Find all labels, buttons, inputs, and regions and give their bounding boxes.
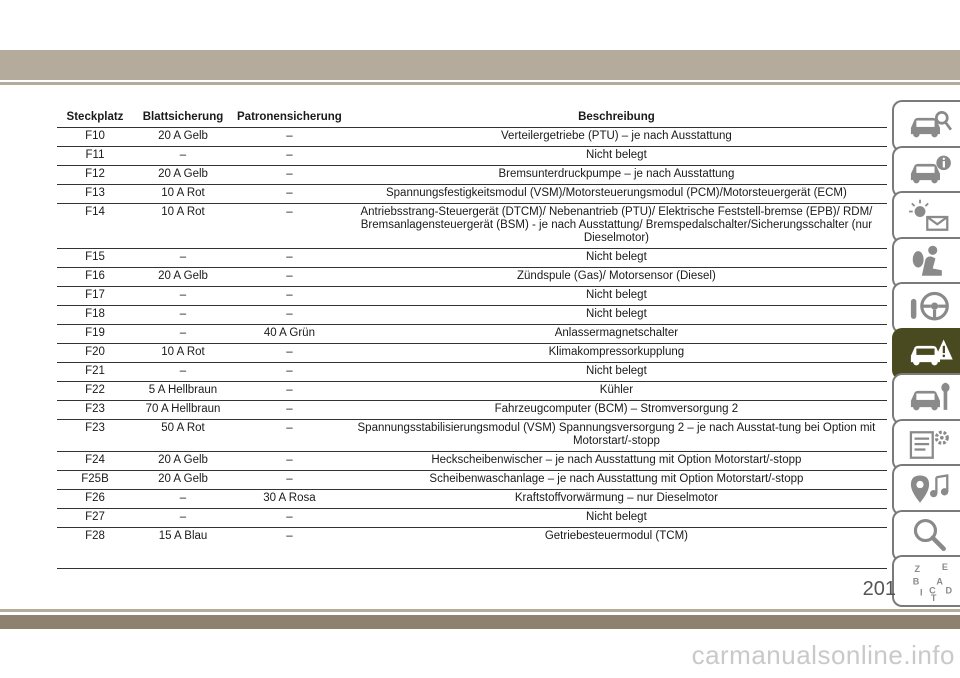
cell-blade-fuse: – xyxy=(133,249,233,268)
cell-slot: F23 xyxy=(57,401,133,420)
cell-description: Getriebesteuermodul (TCM) xyxy=(346,528,887,569)
cell-slot: F24 xyxy=(57,452,133,471)
cell-slot: F16 xyxy=(57,268,133,287)
table-row xyxy=(57,382,887,401)
footer-band xyxy=(0,615,960,629)
cell-blade-fuse: 20 A Gelb xyxy=(133,268,233,287)
cell-slot: F15 xyxy=(57,249,133,268)
cell-blade-fuse: – xyxy=(133,287,233,306)
cell-cartridge-fuse: – xyxy=(233,128,346,147)
cell-slot: F20 xyxy=(57,344,133,363)
airbag-seat-tab[interactable] xyxy=(892,237,960,289)
cell-blade-fuse: – xyxy=(133,325,233,344)
table-row xyxy=(57,268,887,287)
cell-blade-fuse: – xyxy=(133,509,233,528)
watermark: carmanualsonline.info xyxy=(691,640,955,670)
index-letter: B xyxy=(912,576,919,587)
cell-description: Scheibenwaschanlage – je nach Ausstattung mit Option Motorstart/-stopp xyxy=(346,471,887,490)
cell-cartridge-fuse: – xyxy=(233,509,346,528)
cell-description: Anlassermagnetschalter xyxy=(346,325,887,344)
cell-slot: F14 xyxy=(57,204,133,249)
table-header-row xyxy=(57,109,887,128)
table-row xyxy=(57,401,887,420)
cell-cartridge-fuse: – xyxy=(233,471,346,490)
cell-description: Nicht belegt xyxy=(346,306,887,325)
header-slot: Steckplatz xyxy=(57,109,133,128)
table-row xyxy=(57,185,887,204)
index-letter: Z xyxy=(914,563,920,574)
cell-blade-fuse: 15 A Blau xyxy=(133,528,233,569)
header-blade-fuse: Blattsicherung xyxy=(133,109,233,128)
cell-cartridge-fuse: – xyxy=(233,147,346,166)
dashboard-lights-icon xyxy=(904,197,956,237)
cell-description: Nicht belegt xyxy=(346,363,887,382)
cell-blade-fuse: 5 A Hellbraun xyxy=(133,382,233,401)
fuse-table-body xyxy=(57,128,887,569)
cell-slot: F12 xyxy=(57,166,133,185)
cell-slot: F21 xyxy=(57,363,133,382)
specifications-gear-icon xyxy=(904,425,956,465)
table-row xyxy=(57,287,887,306)
cell-cartridge-fuse: – xyxy=(233,268,346,287)
cell-blade-fuse: – xyxy=(133,306,233,325)
cell-slot: F25B xyxy=(57,471,133,490)
cell-blade-fuse: 70 A Hellbraun xyxy=(133,401,233,420)
cell-slot: F28 xyxy=(57,528,133,569)
cell-description: Fahrzeugcomputer (BCM) – Stromversorgung 2 xyxy=(346,401,887,420)
cell-cartridge-fuse: – xyxy=(233,344,346,363)
header-description: Beschreibung xyxy=(346,109,887,128)
alphabet-index-icon xyxy=(904,561,956,601)
magnifier-index-tab[interactable] xyxy=(892,510,960,562)
table-row xyxy=(57,147,887,166)
steering-wheel-icon xyxy=(904,288,956,328)
cell-cartridge-fuse: 30 A Rosa xyxy=(233,490,346,509)
table-row xyxy=(57,204,887,249)
cell-blade-fuse: – xyxy=(133,363,233,382)
cell-description: Spannungsstabilisierungsmodul (VSM) Spannungsversorgung 2 – je nach Ausstat-tung bei Option mit Motorstart/-stopp xyxy=(346,420,887,452)
car-info-icon xyxy=(904,152,956,192)
cell-description: Bremsunterdruckpumpe – je nach Ausstattung xyxy=(346,166,887,185)
cell-slot: F27 xyxy=(57,509,133,528)
cell-cartridge-fuse: – xyxy=(233,382,346,401)
table-row xyxy=(57,420,887,452)
table-row xyxy=(57,363,887,382)
airbag-seat-icon xyxy=(904,243,956,283)
cell-description: Verteilergetriebe (PTU) – je nach Ausstattung xyxy=(346,128,887,147)
cell-blade-fuse: 50 A Rot xyxy=(133,420,233,452)
car-warning-icon xyxy=(904,334,956,374)
cell-cartridge-fuse: – xyxy=(233,452,346,471)
header-rule xyxy=(0,82,960,85)
cell-slot: F10 xyxy=(57,128,133,147)
cell-description: Heckscheibenwischer – je nach Ausstattung mit Option Motorstart/-stopp xyxy=(346,452,887,471)
table-row xyxy=(57,471,887,490)
cell-slot: F17 xyxy=(57,287,133,306)
car-search-icon xyxy=(904,106,956,146)
car-search-tab[interactable] xyxy=(892,100,960,152)
cell-cartridge-fuse: – xyxy=(233,306,346,325)
cell-slot: F22 xyxy=(57,382,133,401)
cell-blade-fuse: 20 A Gelb xyxy=(133,128,233,147)
table-row xyxy=(57,128,887,147)
table-row xyxy=(57,249,887,268)
cell-cartridge-fuse: 40 A Grün xyxy=(233,325,346,344)
cell-description: Klimakompressorkupplung xyxy=(346,344,887,363)
table-row xyxy=(57,452,887,471)
table-row xyxy=(57,325,887,344)
cell-slot: F18 xyxy=(57,306,133,325)
fuse-table xyxy=(57,109,887,569)
cell-blade-fuse: 10 A Rot xyxy=(133,204,233,249)
media-location-tab[interactable] xyxy=(892,464,960,516)
index-letter: D xyxy=(944,585,952,596)
table-row xyxy=(57,509,887,528)
cell-blade-fuse: – xyxy=(133,147,233,166)
page-number: 201 xyxy=(862,578,896,600)
cell-cartridge-fuse: – xyxy=(233,528,346,569)
footer-rule xyxy=(0,609,960,612)
cell-cartridge-fuse: – xyxy=(233,287,346,306)
header-band xyxy=(0,50,960,80)
cell-description: Kraftstoffvorwärmung – nur Dieselmotor xyxy=(346,490,887,509)
steering-wheel-tab[interactable] xyxy=(892,282,960,334)
magnifier-index-icon xyxy=(904,516,956,556)
cell-description: Kühler xyxy=(346,382,887,401)
cell-slot: F19 xyxy=(57,325,133,344)
index-letter: I xyxy=(919,587,923,598)
cell-slot: F26 xyxy=(57,490,133,509)
index-letter: T xyxy=(930,593,936,601)
car-warning-tab[interactable] xyxy=(892,328,960,380)
table-row xyxy=(57,344,887,363)
cell-blade-fuse: 20 A Gelb xyxy=(133,471,233,490)
cell-blade-fuse: 10 A Rot xyxy=(133,185,233,204)
specifications-gear-tab[interactable] xyxy=(892,419,960,471)
media-location-icon xyxy=(904,470,956,510)
cell-cartridge-fuse: – xyxy=(233,204,346,249)
cell-description: Nicht belegt xyxy=(346,147,887,166)
cell-blade-fuse: 10 A Rot xyxy=(133,344,233,363)
cell-cartridge-fuse: – xyxy=(233,401,346,420)
cell-description: Nicht belegt xyxy=(346,287,887,306)
cell-slot: F13 xyxy=(57,185,133,204)
cell-slot: F11 xyxy=(57,147,133,166)
cell-cartridge-fuse: – xyxy=(233,185,346,204)
cell-description: Zündspule (Gas)/ Motorsensor (Diesel) xyxy=(346,268,887,287)
index-letter: E xyxy=(941,562,948,573)
table-row xyxy=(57,490,887,509)
cell-blade-fuse: – xyxy=(133,490,233,509)
cell-slot: F23 xyxy=(57,420,133,452)
cell-description: Nicht belegt xyxy=(346,509,887,528)
car-wrench-tab[interactable] xyxy=(892,373,960,425)
cell-blade-fuse: 20 A Gelb xyxy=(133,166,233,185)
cell-description: Nicht belegt xyxy=(346,249,887,268)
table-row xyxy=(57,528,887,569)
alphabet-index-tab[interactable] xyxy=(892,555,960,607)
cell-description: Spannungsfestigkeitsmodul (VSM)/Motorsteuerungsmodul (PCM)/Motorsteuergerät (ECM) xyxy=(346,185,887,204)
cell-blade-fuse: 20 A Gelb xyxy=(133,452,233,471)
car-info-tab[interactable] xyxy=(892,146,960,198)
dashboard-lights-tab[interactable] xyxy=(892,191,960,243)
index-letter: A xyxy=(935,576,943,587)
index-letter: C xyxy=(928,585,936,596)
table-row xyxy=(57,306,887,325)
cell-cartridge-fuse: – xyxy=(233,249,346,268)
car-wrench-icon xyxy=(904,379,956,419)
table-row xyxy=(57,166,887,185)
cell-cartridge-fuse: – xyxy=(233,166,346,185)
cell-cartridge-fuse: – xyxy=(233,420,346,452)
header-cartridge-fuse: Patronensicherung xyxy=(233,109,346,128)
cell-cartridge-fuse: – xyxy=(233,363,346,382)
cell-description: Antriebsstrang-Steuergerät (DTCM)/ Nebenantrieb (PTU)/ Elektrische Feststell-bremse (EPB)/ RDM/ Bremsanlagensteuergerät (BSM) - je nach Ausstattung/ Bremspedalschalter/Sicherungsschalter (nur Dieselmotor) xyxy=(346,204,887,249)
